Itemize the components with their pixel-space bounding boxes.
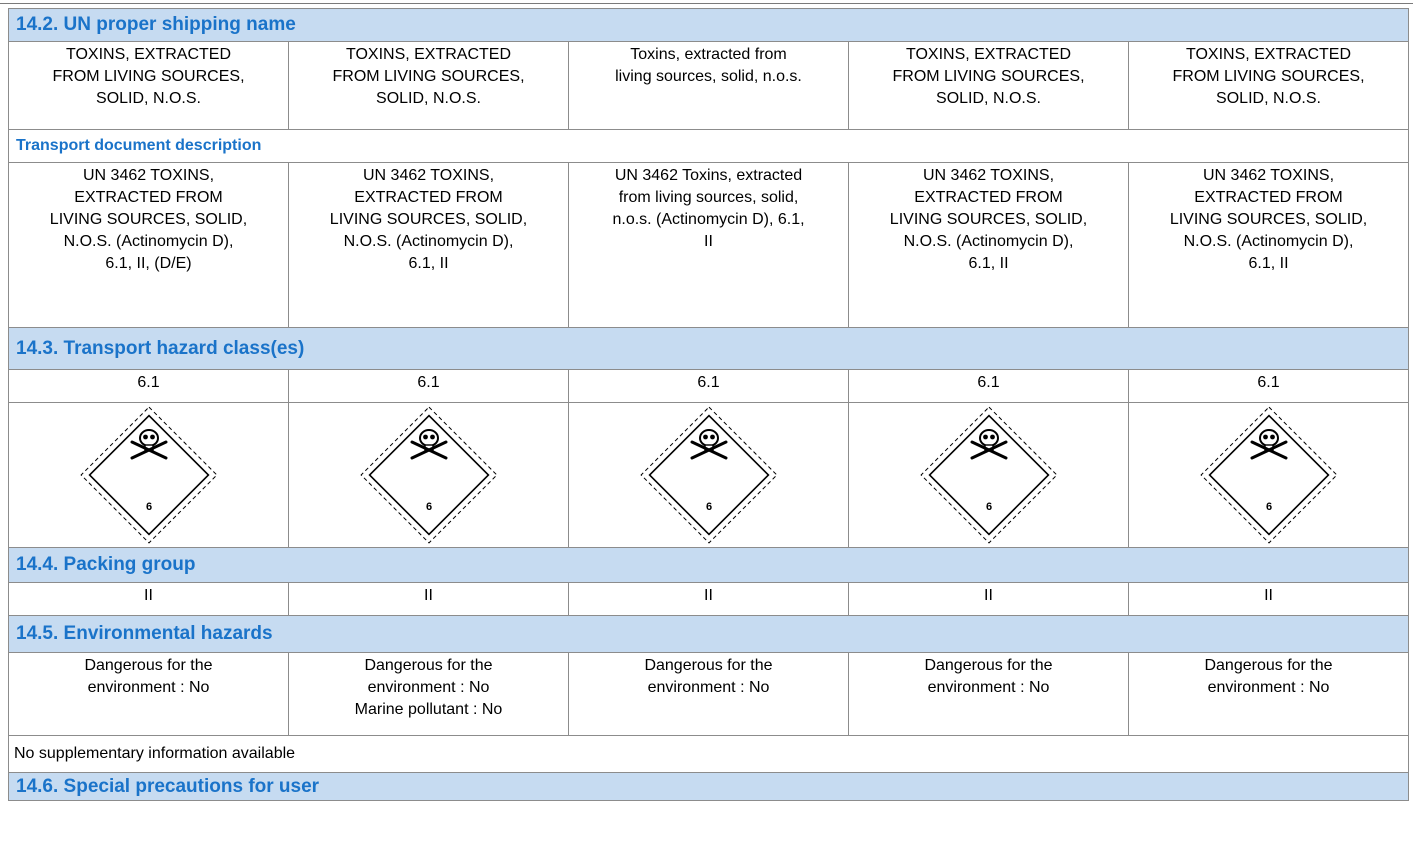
packing-group-cell: II: [9, 583, 289, 616]
packing-group-cell: II: [289, 583, 569, 616]
shipping-name-cell: TOXINS, EXTRACTED FROM LIVING SOURCES, SOLID, N.O.S.: [9, 42, 289, 130]
section-header-row: [9, 328, 1409, 370]
section-header-row: [9, 548, 1409, 583]
shipping-name-cell: TOXINS, EXTRACTED FROM LIVING SOURCES, SOLID, N.O.S.: [1129, 42, 1409, 130]
environmental-hazard-cell: Dangerous for the environment : No Marine pollutant : No: [289, 653, 569, 736]
skull-crossbones-icon: [639, 405, 779, 545]
shipping-name-cell: Toxins, extracted from living sources, solid, n.o.s.: [569, 42, 849, 130]
shipping-name-row: [9, 42, 1409, 130]
sub-header-row: [9, 130, 1409, 163]
packing-group-row: [9, 583, 1409, 616]
hazard-class-cell: 6.1: [849, 370, 1129, 403]
transport-document-description-heading: Transport document description: [9, 130, 1409, 163]
environmental-hazard-cell: Dangerous for the environment : No: [849, 653, 1129, 736]
pictogram-row: [9, 403, 1409, 548]
pictogram-cell: [569, 403, 849, 548]
packing-group-cell: II: [1129, 583, 1409, 616]
shipping-name-cell: TOXINS, EXTRACTED FROM LIVING SOURCES, SOLID, N.O.S.: [849, 42, 1129, 130]
pictogram-cell: [289, 403, 569, 548]
hazard-class-cell: 6.1: [1129, 370, 1409, 403]
transport-document-cell: UN 3462 TOXINS, EXTRACTED FROM LIVING SOURCES, SOLID, N.O.S. (Actinomycin D), 6.1, II: [289, 163, 569, 328]
hazard-class-cell: 6.1: [569, 370, 849, 403]
transport-document-cell: UN 3462 TOXINS, EXTRACTED FROM LIVING SOURCES, SOLID, N.O.S. (Actinomycin D), 6.1, II: [1129, 163, 1409, 328]
transport-document-cell: UN 3462 Toxins, extracted from living sources, solid, n.o.s. (Actinomycin D), 6.1, II: [569, 163, 849, 328]
skull-crossbones-icon: [79, 405, 219, 545]
environmental-hazard-cell: Dangerous for the environment : No: [569, 653, 849, 736]
environmental-hazard-cell: Dangerous for the environment : No: [9, 653, 289, 736]
packing-group-cell: II: [569, 583, 849, 616]
section-heading-14-4: 14.4. Packing group: [9, 548, 1409, 583]
skull-crossbones-icon: [919, 405, 1059, 545]
section-header-row: [9, 773, 1409, 801]
transport-document-cell: UN 3462 TOXINS, EXTRACTED FROM LIVING SOURCES, SOLID, N.O.S. (Actinomycin D), 6.1, II: [849, 163, 1129, 328]
section-header-row: [9, 616, 1409, 653]
hazard-class-row: [9, 370, 1409, 403]
supplementary-info-note: No supplementary information available: [9, 736, 1409, 773]
skull-crossbones-icon: [359, 405, 499, 545]
top-rule: [0, 3, 1413, 4]
hazard-class-cell: 6.1: [289, 370, 569, 403]
section-heading-14-3: 14.3. Transport hazard class(es): [9, 328, 1409, 370]
skull-crossbones-icon: [1199, 405, 1339, 545]
pictogram-cell: [849, 403, 1129, 548]
supplementary-info-row: [9, 736, 1409, 773]
environmental-hazard-cell: Dangerous for the environment : No: [1129, 653, 1409, 736]
environmental-hazards-row: [9, 653, 1409, 736]
transport-document-cell: UN 3462 TOXINS, EXTRACTED FROM LIVING SOURCES, SOLID, N.O.S. (Actinomycin D), 6.1, II, (D/E): [9, 163, 289, 328]
section-heading-14-2: 14.2. UN proper shipping name: [9, 9, 1409, 42]
shipping-name-cell: TOXINS, EXTRACTED FROM LIVING SOURCES, SOLID, N.O.S.: [289, 42, 569, 130]
pictogram-cell: [1129, 403, 1409, 548]
section-header-row: [9, 9, 1409, 42]
hazard-class-cell: 6.1: [9, 370, 289, 403]
section-heading-14-5: 14.5. Environmental hazards: [9, 616, 1409, 653]
packing-group-cell: II: [849, 583, 1129, 616]
transport-info-table: [8, 8, 1409, 801]
pictogram-cell: [9, 403, 289, 548]
transport-document-row: [9, 163, 1409, 328]
section-heading-14-6: 14.6. Special precautions for user: [9, 773, 1409, 801]
